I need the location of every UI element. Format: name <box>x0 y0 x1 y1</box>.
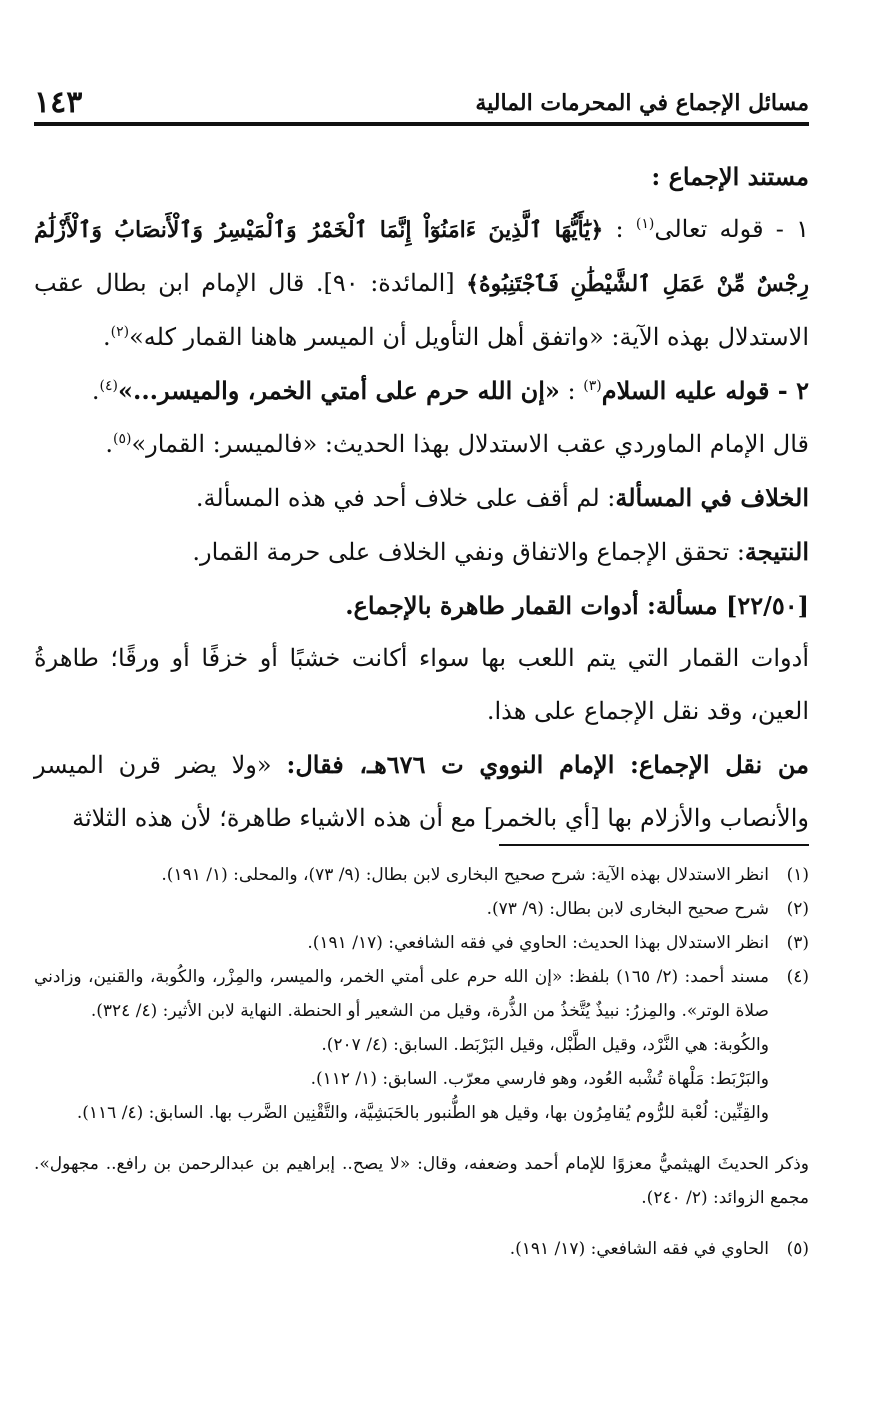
disagreement-text: : لم أقف على خلاف أحد في هذه المسألة. <box>195 484 616 512</box>
paragraph-gambling-tools: أدوات القمار التي يتم اللعب بها سواء أكانت خشبًا أو خزفًا أو ورقًا؛ طاهرةُ العين، وقد نقل الإجماع على هذا. <box>34 644 809 725</box>
footnote-ref-4[interactable]: (٤) <box>99 378 118 394</box>
footnote-text: مسند أحمد: (٢/ ١٦٥) بلفظ: «إن الله حرم على أمتي الخمر، والميسر، والمِزْر، والكُوبة، والقنين، وزادني صلاة الوتر». والمِزرُ: نبيذٌ يُتَّخذُ من الذُّرة، وقيل من الشعير أو الحنطة. النهاية لابن الأثير: (٤/ ٣٢٤). <box>34 967 769 1021</box>
mawardi-quote: قال الإمام الماوردي عقب الاستدلال بهذا الحديث: «فالميسر: القمار» <box>131 430 809 458</box>
quran-verse: ﴿يَٰٓأَيُّهَا ٱلَّذِينَ ءَامَنُوٓاْ إِنَّمَا ٱلْخَمْرُ وَٱلْمَيْسِرُ وَٱلْأَنصَابُ وَٱلْأَزْلَٰمُ رِجْسٌ مِّنْ عَمَلِ ٱلشَّيْطَٰنِ فَٱجْتَنِبُوهُ﴾ <box>34 217 809 297</box>
paragraph-evidence-2 <box>34 364 809 418</box>
footnote-3 <box>34 926 809 960</box>
footnote-2 <box>34 892 809 926</box>
footnote-text: انظر الاستدلال بهذه الآية: شرح صحيح البخارى لابن بطال: (٩/ ٧٣)، والمحلى: (١/ ١٩١). <box>161 865 769 885</box>
verse-reference-and-quote: [المائدة: ٩٠]. قال الإمام ابن بطال عقب الاستدلال بهذه الآية: «واتفق أهل التأويل أن الميسر هاهنا القمار كله» <box>34 269 809 351</box>
footnote-ref-2[interactable]: (٢) <box>110 324 130 340</box>
footnote-number: (٥) <box>786 1239 809 1259</box>
footnote-4-kuba: والكُوبة: هي النَّرْد، وقيل الطَّبْل، وقيل البَرْبَط. السابق: (٤/ ٢٠٧). <box>321 1035 769 1055</box>
footnote-4-haythami: وذكر الحديثَ الهيثميُّ معزوًا للإمام أحمد وضعفه، وقال: «لا يصح.. إبراهيم بن عبدالرحمن بن رافع.. مجهول». مجمع الزوائد: (٢/ ٢٤٠). <box>34 1154 809 1208</box>
separator: : <box>603 215 636 243</box>
issue-heading: [٢٢/٥٠] مسألة: أدوات القمار طاهرة بالإجماع. <box>345 591 809 620</box>
evidence-1-lead: ١ - قوله تعالى <box>654 215 810 243</box>
section-heading: مستند الإجماع : <box>651 162 809 191</box>
result-label: النتيجة <box>744 537 809 566</box>
disagreement-label: الخلاف في المسألة <box>615 483 809 512</box>
footnote-text: شرح صحيح البخارى لابن بطال: (٩/ ٧٣). <box>486 899 769 919</box>
footnote-4-barbat: والبَرْبَط: مَلْهاة تُشْبه العُود، وهو فارسي معرّب. السابق: (١/ ١١٢). <box>310 1069 769 1089</box>
footnote-ref-3[interactable]: (٣) <box>583 378 602 394</box>
running-header <box>34 72 809 126</box>
footnotes <box>34 858 809 1266</box>
page-number: ١٤٣ <box>34 85 83 120</box>
footnote-text: انظر الاستدلال بهذا الحديث: الحاوي في فقه الشافعي: (١٧/ ١٩١). <box>307 933 769 953</box>
nawawi-quote: «ولا يضر قرن الميسر والأنصاب والأزلام بها [أي بالخمر] مع أن هذه الاشياء طاهرة؛ لأن هذه الثلاثة <box>34 751 809 832</box>
footnote-text: الحاوي في فقه الشافعي: (١٧/ ١٩١). <box>509 1239 769 1259</box>
paragraph-result <box>34 525 809 579</box>
footnote-ref-5[interactable]: (٥) <box>112 431 132 447</box>
footnote-number: (٣) <box>786 933 809 953</box>
footnote-4-qinnin: والقِنِّين: لُعْبة للرُّوم يُقامِرُون بها، وقيل هو الطُّنبور بالحَبَشِيَّة، والتَّقْنِين الضَّرب بها. السابق: (٤/ ١١٦). <box>76 1103 769 1123</box>
paragraph-mawardi <box>34 418 809 471</box>
paragraph-evidence-1 <box>34 203 809 364</box>
running-title: مسائل الإجماع في المحرمات المالية <box>475 90 809 116</box>
separator: : <box>559 377 584 405</box>
footnote-ref-1[interactable]: (١) <box>635 216 655 232</box>
result-text: : تحقق الإجماع والاتفاق ونفي الخلاف على حرمة القمار. <box>192 538 745 566</box>
evidence-2-lead: ٢ - قوله عليه السلام <box>601 376 809 405</box>
paragraph-disagreement <box>34 471 809 525</box>
footnote-1 <box>34 858 809 892</box>
paragraph-consensus-transmission <box>34 738 809 845</box>
footnote-number: (١) <box>786 865 809 885</box>
period: . <box>105 430 113 458</box>
footnote-number: (٤) <box>786 967 809 987</box>
hadith-text: «إن الله حرم على أمتي الخمر، والميسر...» <box>117 376 560 405</box>
main-text <box>34 150 809 845</box>
footnote-separator <box>499 844 809 846</box>
footnote-4 <box>34 960 809 1130</box>
transmitter-label: من نقل الإجماع: الإمام النووي ت ٦٧٦هـ، فقال: <box>286 750 809 779</box>
footnote-number: (٢) <box>786 899 809 919</box>
period: . <box>91 377 100 405</box>
period: . <box>102 323 111 351</box>
footnote-5 <box>34 1232 809 1266</box>
